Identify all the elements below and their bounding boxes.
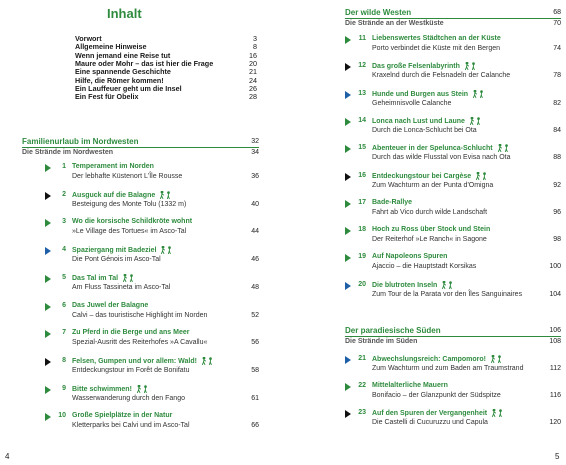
tour-page: 58 xyxy=(251,366,259,374)
hiker-icon xyxy=(201,357,215,367)
tour-number: 16 xyxy=(358,171,366,179)
tour-number: 2 xyxy=(62,190,66,198)
tour-entry[interactable] xyxy=(345,62,561,86)
tour-title-line xyxy=(72,329,189,336)
tour-entry[interactable] xyxy=(45,302,259,326)
section-title: Der paradiesische Süden xyxy=(345,326,441,335)
tour-title-line xyxy=(372,355,504,365)
tour-marker-icon xyxy=(345,173,351,181)
section-subtitle: Die Strände im Süden xyxy=(345,338,418,345)
tour-number: 17 xyxy=(358,198,366,206)
tour-page: 104 xyxy=(549,290,561,298)
tour-number: 18 xyxy=(358,226,366,234)
tour-marker-icon xyxy=(45,192,51,200)
tour-title: Bade-Rallye xyxy=(372,198,413,206)
tour-number: 4 xyxy=(62,246,66,254)
tour-page: 74 xyxy=(553,45,561,52)
tour-marker-icon xyxy=(345,200,351,208)
tour-title: Hunde und Burgen aus Stein xyxy=(372,90,469,98)
tour-marker-icon xyxy=(345,63,351,71)
section-title: Familienurlaub im Nordwesten xyxy=(22,137,139,146)
hiker-icon xyxy=(464,62,478,72)
tour-title-line xyxy=(372,199,412,206)
tour-number: 12 xyxy=(358,62,366,70)
tour-title-line xyxy=(72,246,174,256)
tour-title: Die blutroten Inseln xyxy=(372,281,438,289)
tour-title-line xyxy=(72,163,154,170)
tour-title-line xyxy=(72,385,150,395)
tour-page: 92 xyxy=(553,181,561,189)
tour-marker-icon xyxy=(45,275,51,283)
tour-title: Temperament im Norden xyxy=(72,163,154,170)
tour-title: Bitte schwimmen! xyxy=(72,385,132,393)
entry-title: Wenn jemand eine Reise tut xyxy=(75,50,171,60)
tour-number: 15 xyxy=(358,144,366,152)
tour-number: 23 xyxy=(358,409,366,416)
entry-title: Eine spannende Geschichte xyxy=(75,67,171,77)
tour-page: 61 xyxy=(251,394,259,402)
tour-subtitle: Zum Wachturm an der Punta d'Omigna xyxy=(372,181,494,189)
tour-entry[interactable] xyxy=(345,90,561,114)
tour-entry[interactable] xyxy=(45,191,259,215)
entry-page: 21 xyxy=(249,67,257,77)
tour-title: Das große Felsenlabyrinth xyxy=(372,63,460,71)
hiker-icon xyxy=(122,274,136,284)
tour-title-line xyxy=(72,218,192,225)
tour-page: 116 xyxy=(549,392,561,399)
tour-marker-icon xyxy=(45,247,51,255)
entry-page: 8 xyxy=(253,42,257,52)
tour-page: 98 xyxy=(553,236,561,244)
tour-marker-icon xyxy=(45,303,51,311)
tour-marker-icon xyxy=(345,118,351,126)
tour-title: Liebenswertes Städtchen an der Küste xyxy=(372,35,501,42)
hiker-icon xyxy=(159,191,173,201)
tour-number: 14 xyxy=(358,116,366,124)
tour-number: 10 xyxy=(58,412,66,420)
tour-subtitle: »Le Village des Tortues« im Asco-Tal xyxy=(72,228,187,236)
hiker-icon xyxy=(136,385,150,395)
tour-title-line xyxy=(372,253,447,260)
entry-page: 24 xyxy=(249,75,257,85)
tour-marker-icon xyxy=(345,91,351,99)
tour-subtitle: Spezial-Ausritt des Reiterhofes »A Cavallu« xyxy=(72,339,208,347)
tour-title: Große Spielplätze in der Natur xyxy=(72,412,173,420)
tour-title: Abwechslungsreich: Campomoro! xyxy=(372,356,486,363)
tour-subtitle: Der lebhafte Küstenort L'Île Rousse xyxy=(72,173,183,180)
tour-marker-icon xyxy=(45,386,51,394)
tour-subtitle: Kletterparks bei Calvi und im Asco-Tal xyxy=(72,422,190,430)
tour-title: Das Juwel der Balagne xyxy=(72,301,149,309)
entry-title: Maure oder Mohr – das ist hier die Frage xyxy=(75,58,214,68)
tour-marker-icon xyxy=(345,282,351,290)
entry-page: 16 xyxy=(249,50,257,60)
tour-entry[interactable] xyxy=(345,199,561,223)
tour-entry[interactable] xyxy=(45,274,259,298)
tour-subtitle: Die Pont Génois im Asco-Tal xyxy=(72,256,161,264)
tour-entry[interactable] xyxy=(45,385,259,409)
tour-marker-icon xyxy=(345,254,351,262)
section-subtitle: Die Strände im Nordwesten xyxy=(22,149,114,156)
section-subtitle-page: 34 xyxy=(251,149,259,156)
section-title: Der wilde Westen xyxy=(345,8,412,17)
hiker-icon xyxy=(441,281,455,291)
tour-page: 96 xyxy=(553,208,561,216)
tour-entry[interactable] xyxy=(345,226,561,250)
tour-title: Auf den Spuren der Vergangenheit xyxy=(372,410,488,417)
tour-subtitle: Der Reiterhof »Le Ranch« in Sagone xyxy=(372,236,487,244)
entry-page: 28 xyxy=(249,92,257,102)
tour-marker-icon xyxy=(345,145,351,153)
entry-title: Hilfe, die Römer kommen! xyxy=(75,75,164,85)
tour-page: 46 xyxy=(251,256,259,264)
tour-page: 40 xyxy=(251,200,259,208)
tour-subtitle: Zum Wachturm und zum Baden am Traumstrand xyxy=(372,365,524,372)
tour-page: 112 xyxy=(549,365,561,372)
tour-title: Mittelalterliche Mauern xyxy=(372,382,448,389)
tour-entry[interactable] xyxy=(45,329,259,353)
tour-entry[interactable] xyxy=(45,218,259,242)
tour-title: Wo die korsische Schildkröte wohnt xyxy=(72,218,193,226)
tour-title-line xyxy=(372,172,489,182)
tour-subtitle: Zum Tour de la Parata vor den Îles Sanguinaires xyxy=(372,290,523,298)
tour-entry[interactable] xyxy=(345,144,561,168)
tour-title: Ausguck auf die Balagne xyxy=(72,191,156,199)
tour-title-line xyxy=(72,302,148,309)
tour-marker-icon xyxy=(345,383,351,391)
page-number: 4 xyxy=(5,452,10,461)
tour-title: Felsen, Gumpen und vor allem: Wald! xyxy=(72,357,197,365)
section-subtitle-page: 70 xyxy=(553,20,561,27)
tour-number: 6 xyxy=(62,301,66,309)
tour-entry[interactable] xyxy=(345,382,561,406)
tour-title: Spaziergang mit Badeziel xyxy=(72,247,157,255)
tour-title-line xyxy=(372,226,490,233)
hiker-icon xyxy=(475,172,489,182)
entry-title: Ein Fest für Obelix xyxy=(75,92,139,102)
section-page: 32 xyxy=(251,138,259,145)
tour-marker-icon xyxy=(45,164,51,172)
tour-subtitle: Durch die Lonca-Schlucht bei Ota xyxy=(372,126,477,134)
tour-title-line xyxy=(372,144,511,154)
tour-marker-icon xyxy=(345,410,351,418)
tour-subtitle: Besteigung des Monte Tolu (1332 m) xyxy=(72,200,187,208)
tour-page: 88 xyxy=(553,154,561,162)
hiker-icon xyxy=(160,246,174,256)
section-page: 68 xyxy=(553,9,561,16)
right-page xyxy=(283,0,566,465)
section-subtitle: Die Strände an der Westküste xyxy=(345,20,444,27)
tour-marker-icon xyxy=(345,36,351,44)
tour-marker-icon xyxy=(45,219,51,227)
tour-number: 3 xyxy=(62,218,66,226)
tour-number: 11 xyxy=(358,35,366,42)
tour-page: 78 xyxy=(553,72,561,80)
tour-subtitle: Wasserwanderung durch den Fango xyxy=(72,394,185,402)
tour-number: 9 xyxy=(62,384,66,392)
tour-subtitle: Fahrt ab Vico durch wilde Landschaft xyxy=(372,208,488,216)
tour-entry[interactable] xyxy=(45,246,259,270)
tour-marker-icon xyxy=(345,356,351,364)
tour-page: 100 xyxy=(549,263,561,271)
tour-title-line xyxy=(72,191,173,201)
tour-title-line xyxy=(372,35,501,42)
tour-subtitle: Am Fluss Tassineta im Asco-Tal xyxy=(72,283,171,291)
entry-title: Ein Lauffeuer geht um die Insel xyxy=(75,83,182,93)
tour-title-line xyxy=(372,409,505,419)
tour-entry[interactable] xyxy=(345,117,561,141)
entry-page: 3 xyxy=(253,34,257,43)
entry-page: 20 xyxy=(249,58,257,68)
tour-title: Entdeckungstour bei Cargèse xyxy=(372,172,472,180)
tour-subtitle: Durch das wilde Flusstal von Evisa nach Ota xyxy=(372,154,511,162)
section-rule xyxy=(345,336,561,337)
tour-number: 8 xyxy=(62,356,66,364)
tour-number: 1 xyxy=(62,163,66,170)
tour-title-line xyxy=(72,412,172,419)
tour-number: 22 xyxy=(358,382,366,389)
tour-number: 21 xyxy=(358,355,366,362)
toc-entry[interactable] xyxy=(75,93,257,101)
entry-title: Allgemeine Hinweise xyxy=(75,42,147,52)
tour-title-line xyxy=(372,382,448,389)
tour-marker-icon xyxy=(45,330,51,338)
tour-page: 66 xyxy=(251,422,259,430)
section-rule xyxy=(22,147,259,148)
hiker-icon xyxy=(491,409,505,419)
tour-page: 36 xyxy=(251,173,259,180)
page-title: Inhalt xyxy=(107,6,142,21)
page-number: 5 xyxy=(555,452,560,461)
tour-page: 56 xyxy=(251,339,259,347)
tour-marker-icon xyxy=(345,227,351,235)
tour-title: Das Tal im Tal xyxy=(72,274,119,282)
tour-title-line xyxy=(372,62,478,72)
tour-entry[interactable] xyxy=(345,355,561,379)
tour-page: 44 xyxy=(251,228,259,236)
tour-number: 13 xyxy=(358,89,366,97)
tour-subtitle: Ajaccio – die Hauptstadt Korsikas xyxy=(372,263,477,271)
tour-entry[interactable] xyxy=(45,412,259,436)
tour-page: 120 xyxy=(549,419,561,426)
tour-title: Lonca nach Lust und Laune xyxy=(372,117,465,125)
tour-title-line xyxy=(72,274,136,284)
tour-subtitle: Calvi – das touristische Highlight im Norden xyxy=(72,311,208,319)
tour-marker-icon xyxy=(45,358,51,366)
tour-title: Zu Pferd in die Berge und ans Meer xyxy=(72,329,190,337)
tour-subtitle: Die Castelli di Cucuruzzu und Capula xyxy=(372,419,488,426)
tour-entry[interactable] xyxy=(345,281,561,305)
tour-number: 7 xyxy=(62,329,66,337)
tour-subtitle: Entdeckungstour im Forêt de Bonifatu xyxy=(72,366,190,374)
tour-entry[interactable] xyxy=(45,163,259,187)
tour-page: 52 xyxy=(251,311,259,319)
section-rule xyxy=(345,18,561,19)
tour-subtitle: Geheimnisvolle Calanche xyxy=(372,99,452,107)
hiker-icon xyxy=(469,117,483,127)
tour-entry[interactable] xyxy=(45,357,259,381)
tour-subtitle: Bonifacio – der Glanzpunkt der Südspitze xyxy=(372,392,501,399)
tour-entry[interactable] xyxy=(345,409,561,433)
hiker-icon xyxy=(497,144,511,154)
entry-page: 26 xyxy=(249,83,257,93)
tour-entry[interactable] xyxy=(345,253,561,277)
hiker-icon xyxy=(490,355,504,365)
hiker-icon xyxy=(472,90,486,100)
tour-title: Abenteuer in der Spelunca-Schlucht xyxy=(372,145,493,153)
tour-title-line xyxy=(372,90,486,100)
tour-marker-icon xyxy=(45,413,51,421)
tour-title-line xyxy=(372,281,455,291)
tour-entry[interactable] xyxy=(345,172,561,196)
tour-title-line xyxy=(372,117,483,127)
tour-subtitle: Kraxelnd durch die Felsnadeln der Calanche xyxy=(372,72,511,80)
tour-title: Hoch zu Ross über Stock und Stein xyxy=(372,226,491,234)
tour-page: 82 xyxy=(553,99,561,107)
tour-title: Auf Napoleons Spuren xyxy=(372,253,448,261)
section-subtitle-page: 108 xyxy=(549,338,561,345)
tour-title-line xyxy=(72,357,215,367)
tour-page: 84 xyxy=(553,126,561,134)
tour-entry[interactable] xyxy=(345,35,561,59)
tour-subtitle: Porto verbindet die Küste mit den Bergen xyxy=(372,45,501,52)
tour-number: 5 xyxy=(62,273,66,281)
tour-number: 20 xyxy=(358,280,366,288)
tour-number: 19 xyxy=(358,253,366,261)
entry-title: Vorwort xyxy=(75,34,102,43)
tour-page: 48 xyxy=(251,283,259,291)
section-page: 106 xyxy=(549,327,561,334)
